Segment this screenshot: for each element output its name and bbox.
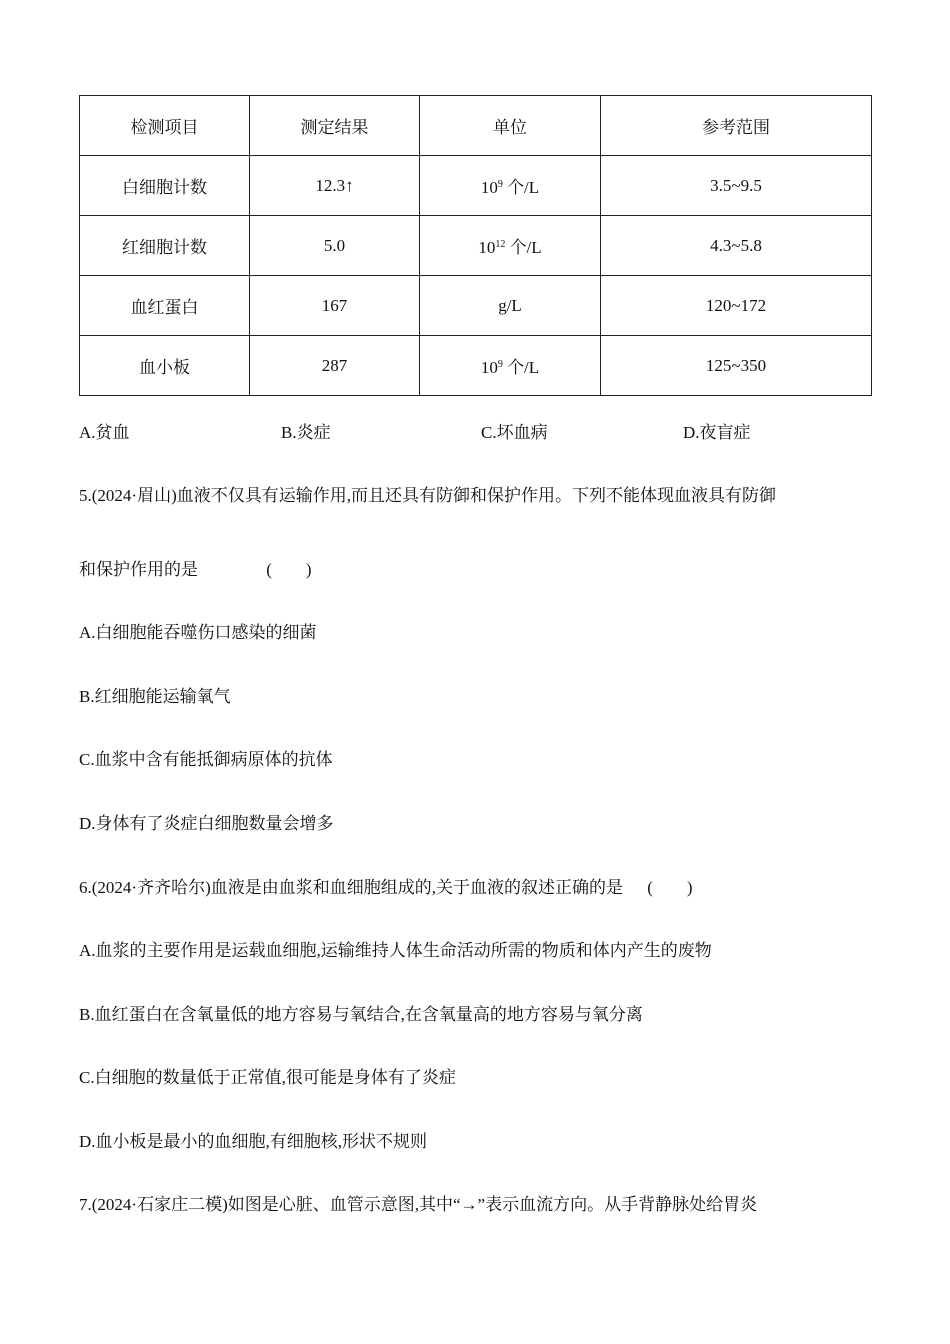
q5-stem-line2 xyxy=(79,555,312,580)
q5-option-d[interactable]: D.身体有了炎症白细胞数量会增多 xyxy=(79,814,334,833)
cell-item: 血小板 xyxy=(80,336,250,396)
cell-result: 12.3↑ xyxy=(250,156,420,216)
unit-base: 10 xyxy=(480,358,498,377)
q4-option-a[interactable]: A.贫血 xyxy=(79,423,130,442)
q4-option-c[interactable]: C.坏血病 xyxy=(481,423,548,442)
header-item: 检测项目 xyxy=(80,96,250,156)
q6-option-c[interactable]: C.白细胞的数量低于正常值,很可能是身体有了炎症 xyxy=(79,1068,456,1087)
table-row xyxy=(80,156,872,216)
cell-range: 120~172 xyxy=(601,276,872,336)
q4-option-b[interactable]: B.炎症 xyxy=(281,423,331,442)
unit-exponent: 12 xyxy=(495,239,506,250)
unit-rest: 个/L xyxy=(502,178,540,197)
cell-unit xyxy=(420,216,601,276)
table-header-row xyxy=(80,96,872,156)
cell-unit xyxy=(420,336,601,396)
header-range: 参考范围 xyxy=(601,96,872,156)
unit-base: g/L xyxy=(498,295,522,315)
unit-exponent: 9 xyxy=(497,179,503,190)
cell-result: 5.0 xyxy=(250,216,420,276)
cell-item: 血红蛋白 xyxy=(80,276,250,336)
cell-unit xyxy=(420,156,601,216)
q5-option-b[interactable]: B.红细胞能运输氧气 xyxy=(79,687,231,706)
cell-unit xyxy=(420,276,601,336)
q7-stem-line1: 7.(2024·石家庄二模)如图是心脏、血管示意图,其中“→”表示血流方向。从手背静脉处给胃炎 xyxy=(79,1195,758,1214)
header-unit: 单位 xyxy=(420,96,601,156)
table-row xyxy=(80,216,872,276)
table-row xyxy=(80,336,872,396)
q5-stem-text: 和保护作用的是 xyxy=(79,560,198,579)
unit-rest: 个/L xyxy=(502,358,540,377)
q6-answer-paren[interactable]: ( ) xyxy=(647,878,693,897)
cell-result: 167 xyxy=(250,276,420,336)
cell-result: 287 xyxy=(250,336,420,396)
q5-stem-line1: 5.(2024·眉山)血液不仅具有运输作用,而且还具有防御和保护作用。下列不能体现血液具有防御 xyxy=(79,486,776,505)
cell-item: 白细胞计数 xyxy=(80,156,250,216)
q6-option-b[interactable]: B.血红蛋白在含氧量低的地方容易与氧结合,在含氧量高的地方容易与氧分离 xyxy=(79,1005,643,1024)
unit-rest: 个/L xyxy=(505,238,542,257)
cell-range: 125~350 xyxy=(601,336,872,396)
lab-results-table xyxy=(79,95,872,396)
cell-range: 4.3~5.8 xyxy=(601,216,872,276)
q5-answer-paren[interactable]: ( ) xyxy=(266,560,312,579)
unit-base: 10 xyxy=(478,238,496,257)
q6-stem-text: 6.(2024·齐齐哈尔)血液是由血浆和血细胞组成的,关于血液的叙述正确的是 xyxy=(79,878,623,897)
q6-option-d[interactable]: D.血小板是最小的血细胞,有细胞核,形状不规则 xyxy=(79,1132,428,1151)
unit-base: 10 xyxy=(480,178,498,197)
unit-exponent: 9 xyxy=(497,359,503,370)
table-row xyxy=(80,276,872,336)
q6-option-a[interactable]: A.血浆的主要作用是运载血细胞,运输维持人体生命活动所需的物质和体内产生的废物 xyxy=(79,941,712,960)
q5-option-c[interactable]: C.血浆中含有能抵御病原体的抗体 xyxy=(79,750,333,769)
cell-range: 3.5~9.5 xyxy=(601,156,872,216)
header-result: 测定结果 xyxy=(250,96,420,156)
q6-stem xyxy=(79,873,693,898)
cell-item: 红细胞计数 xyxy=(80,216,250,276)
q5-option-a[interactable]: A.白细胞能吞噬伤口感染的细菌 xyxy=(79,623,317,642)
q4-option-d[interactable]: D.夜盲症 xyxy=(683,423,751,442)
